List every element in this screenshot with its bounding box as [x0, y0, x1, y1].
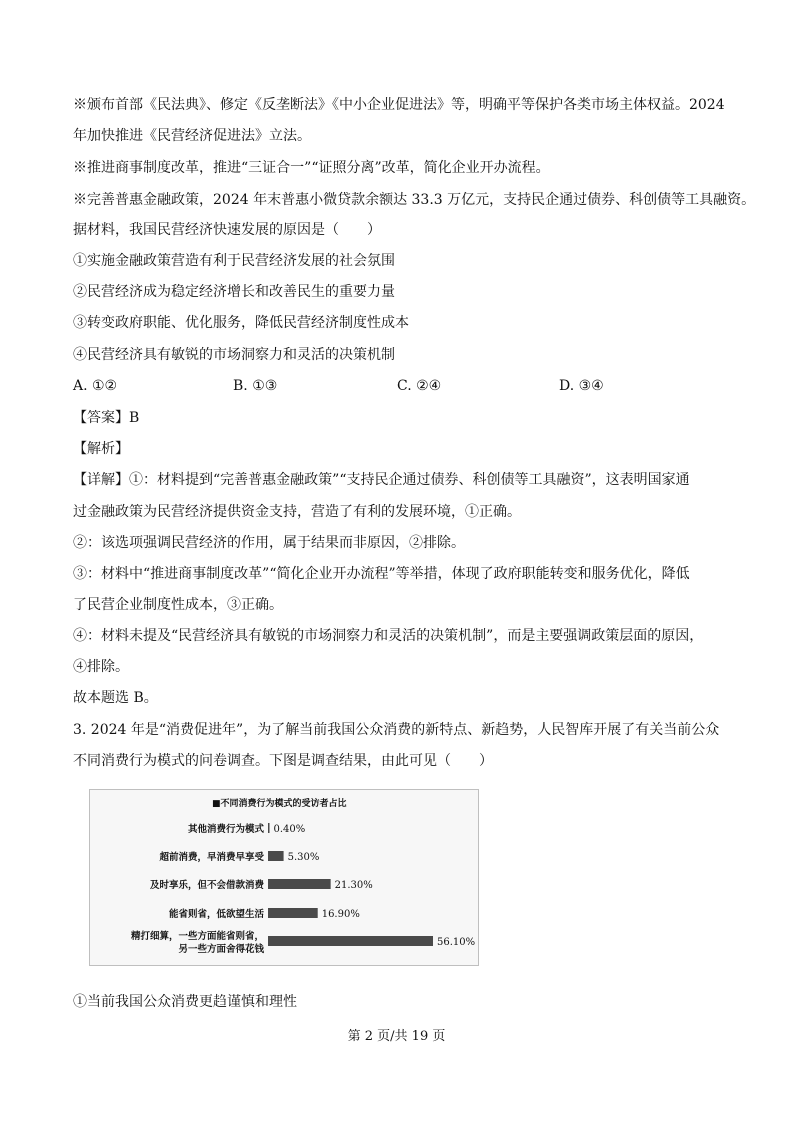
option-d: D. ③④ [559, 378, 604, 394]
category-label-5: 精打细算，一些方面能省则省， [130, 931, 264, 942]
analysis-line-1: 【详解】①：材料提到“完善普惠金融政策”“支持民企通过债券、科创债等工具融资”，这表明国家通 [73, 472, 690, 488]
statement-q3-1: ①当前我国公众消费更趋谨慎和理性 [73, 994, 297, 1010]
consumption-survey-chart [89, 789, 479, 966]
statement-2: ②民营经济成为稳定经济增长和改善民生的重要力量 [73, 284, 395, 300]
page-footer: 第 2 页/共 19 页 [347, 1029, 446, 1044]
question3-line-2: 不同消费行为模式的问卷调查。下图是调查结果，由此可见（ ） [73, 753, 493, 769]
option-a: A. ①② [73, 378, 118, 394]
bar-1 [268, 823, 270, 833]
analysis-line-2: 过金融政策为民营经济提供资金支持，营造了有利的发展环境，①正确。 [73, 504, 521, 520]
bar-3 [268, 879, 331, 889]
question-stem: 据材料，我国民营经济快速发展的原因是（ ） [73, 222, 381, 238]
option-b: B. ①③ [233, 378, 278, 394]
category-label-5: 另一些方面舍得花钱 [178, 944, 264, 955]
analysis-line-4: ③：材料中“推进商事制度改革”“简化企业开办流程”等举措，体现了政府职能转变和服务优化，降低 [73, 566, 690, 582]
value-label-1: 0.40% [273, 824, 306, 835]
material-line-2: 年加快推进《民营经济促进法》立法。 [73, 128, 311, 144]
material-line-4: ※完善普惠金融政策，2024 年末普惠小微贷款余额达 33.3 万亿元，支持民企通过债券、科创债等工具融资。 [73, 192, 756, 208]
bar-5 [268, 936, 433, 946]
statement-3: ③转变政府职能、优化服务，降低民营经济制度性成本 [73, 315, 409, 331]
material-line-3: ※推进商事制度改革，推进“三证合一”“证照分离”改革，简化企业开办流程。 [73, 160, 550, 176]
category-label-3: 及时享乐，但不会借款消费 [149, 880, 264, 891]
chart-title: ■不同消费行为模式的受访者占比 [212, 799, 347, 809]
bar-4 [268, 908, 318, 918]
analysis-line-5: 了民营企业制度性成本，③正确。 [73, 597, 283, 613]
category-label-4: 能省则省，低欲望生活 [168, 909, 264, 920]
category-label-1: 其他消费行为模式 [187, 824, 264, 835]
chart-svg [90, 790, 478, 965]
analysis-line-3: ②：该选项强调民营经济的作用，属于结果而非原因，②排除。 [73, 535, 465, 551]
bar-2 [268, 851, 284, 861]
value-label-4: 16.90% [321, 909, 360, 920]
analysis-heading: 【解析】 [73, 441, 129, 457]
analysis-line-6: ④：材料未提及“民营经济具有敏锐的市场洞察力和灵活的决策机制”，而是主要强调政策层面的原因， [73, 628, 704, 644]
answer: 【答案】B [73, 410, 140, 426]
statement-4: ④民营经济具有敏锐的市场洞察力和灵活的决策机制 [73, 347, 395, 363]
question3-line-1: 3. 2024 年是“消费促进年”，为了解当前我国公众消费的新特点、新趋势，人民智库开展了有关当前公众 [73, 722, 720, 738]
material-line-1: ※颁布首部《民法典》、修定《反垄断法》《中小企业促进法》等，明确平等保护各类市场主体权益。2024 [73, 97, 725, 113]
value-label-2: 5.30% [287, 852, 320, 863]
category-label-2: 超前消费，早消费早享受 [159, 852, 264, 863]
option-c: C. ②④ [397, 378, 442, 394]
value-label-3: 21.30% [334, 880, 373, 891]
analysis-line-7: ④排除。 [73, 659, 129, 675]
conclusion: 故本题选 B。 [73, 690, 158, 706]
statement-1: ①实施金融政策营造有利于民营经济发展的社会氛围 [73, 253, 395, 269]
value-label-5: 56.10% [437, 937, 476, 948]
